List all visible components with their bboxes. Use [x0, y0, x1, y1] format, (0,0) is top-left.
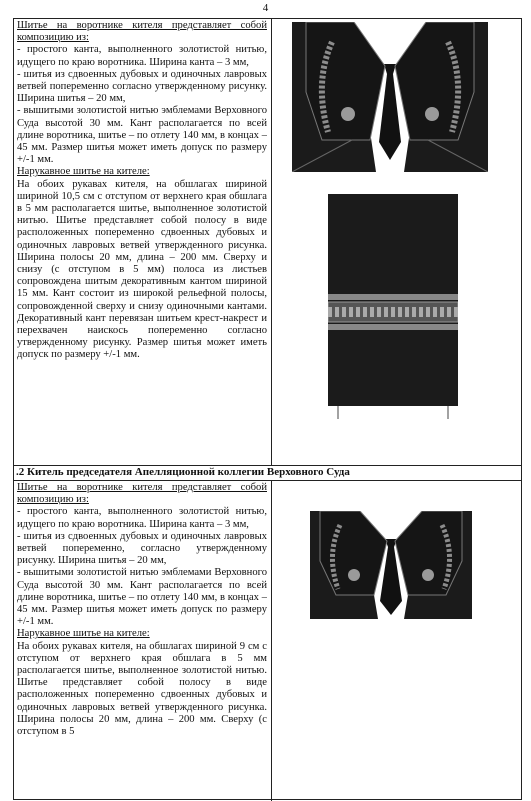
collar-illustration: [310, 511, 472, 619]
sleeve-illustration: [328, 194, 458, 419]
collar-item: - шитья из сдвоенных дубовых и одиночных лавровых ветвей попеременно согласно утвержденному рисунку. Ширина шитья – 20 мм,: [17, 68, 267, 105]
column-divider-top: [271, 19, 272, 465]
collar-drawing: [310, 511, 472, 619]
page-number: 4: [262, 2, 269, 14]
collar-drawing: [292, 22, 488, 172]
collar-item: - вышитыми золотистой нитью эмблемами Верховного Суда высотой 30 мм. Кант располагается по всей длине воротника, шитье – по отлету 140 мм, в концах – 45 мм. Размер шитья может иметь допуск по размеру +/-1 мм.: [17, 105, 267, 166]
collar-item: - вышитыми золотистой нитью эмблемами Верховного Суда высотой 30 мм. Кант располагается по всей длине воротника, шитье – по отлету 140 мм, в концах – 45 мм. Размер шитья может иметь допуск по размеру +/-1 мм.: [17, 567, 267, 628]
collar-title: Шитье на воротнике кителя представляет собой композицию из:: [17, 482, 267, 506]
row-divider: [14, 480, 521, 481]
sleeve-text: На обоих рукавах кителя, на обшлагах шириной шириной 10,5 см с отступом от верхнего края обшлага в 5 мм располагается шитье, выполненное золотистой нитью. Шитье представляет собой полосу в виде расположенных попеременно сдвоенных дубовых и одиночных лавровых ветвей утвержденного рисунка. Ширина полосы 20 мм, длина – 200 мм. Сверху и снизу (с отступом в 5 мм) полоса из листьев сопровождена шитым декоративным кантом шириной 15 мм. Кант состоит из широкой рельефной полосы, сопровожденной сверху и снизу одиночными кантами. Декоративный кант перевязан шитьем крест-накрест и перехвачен наискось попеременно согласно утвержденному рисунку. Размер шитья может иметь допуск по размеру +/-1 мм.: [17, 178, 267, 361]
collar-illustration: [292, 22, 488, 172]
collar-title: Шитье на воротнике кителя представляет собой композицию из:: [17, 20, 267, 44]
collar-item: - шитья из сдвоенных дубовых и одиночных лавровых ветвей попеременно, согласно утвержденному рисунку. Ширина шитья – 20 мм,: [17, 530, 267, 567]
specification-table: [13, 18, 522, 800]
block2-text: [17, 482, 267, 800]
sleeve-drawing: [328, 194, 458, 419]
collar-item: - простого канта, выполненного золотистой нитью, идущего по краю воротника. Ширина канта – 3 мм,: [17, 44, 267, 68]
sleeve-title: Нарукавное шитье на кителе:: [17, 628, 150, 640]
section-heading: .2 Китель председателя Апелляционной коллегии Верховного Суда: [16, 466, 350, 478]
sleeve-text: На обоих рукавах кителя, на обшлагах шириной 9 см с отступом от верхнего края обшлага в 5 мм располагается шитье, выполненное золотистой нитью. Шитье представляет собой полосу в виде расположенных попеременно сдвоенных дубовых и одиночных лавровых ветвей утвержденного рисунка. Ширина полосы 20 мм, длина – 200 мм. Сверху (с отступом в 5: [17, 640, 267, 738]
collar-item: - простого канта, выполненного золотистой нитью, идущего по краю воротника. Ширина канта – 3 мм,: [17, 506, 267, 530]
column-divider-bottom: [271, 480, 272, 801]
sleeve-title: Нарукавное шитье на кителе:: [17, 166, 150, 178]
block1-text: [17, 20, 267, 464]
